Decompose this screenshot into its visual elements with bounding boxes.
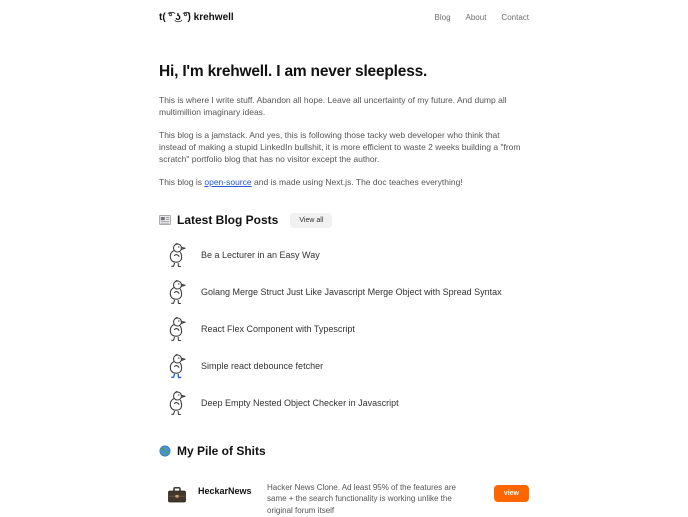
- open-source-link[interactable]: open-source: [204, 176, 252, 187]
- intro-paragraph-1: This is where I write stuff. Abandon all hope. Leave all uncertainty of my future. And dump all multimillion imaginary ideas.: [159, 95, 507, 118]
- briefcase-icon: [167, 484, 187, 504]
- paragraph-3-suffix: and is made using Next.js. The doc teaches everything!: [251, 176, 463, 187]
- intro-paragraph-3: [159, 176, 529, 188]
- duck-doodle-icon: [167, 242, 187, 268]
- blog-post-item[interactable]: [167, 353, 529, 379]
- nav-link-blog[interactable]: Blog: [434, 13, 451, 22]
- newspaper-icon: [159, 214, 171, 226]
- duck-doodle-icon: [167, 279, 187, 305]
- top-nav: [435, 13, 530, 22]
- paragraph-3-prefix: This blog is: [159, 176, 205, 187]
- blog-post-item[interactable]: [167, 316, 529, 342]
- blog-post-item[interactable]: [167, 279, 529, 305]
- project-name: HeckarNews: [198, 485, 252, 496]
- duck-doodle-icon: [167, 390, 187, 416]
- projects-section-head: [159, 444, 529, 458]
- nav-link-about[interactable]: About: [465, 13, 487, 22]
- globe-icon: [159, 445, 171, 457]
- duck-doodle-icon: [167, 316, 187, 342]
- projects-section-title: [159, 444, 266, 458]
- site-header: [159, 0, 529, 23]
- blog-section-title-text: Latest Blog Posts: [177, 213, 279, 228]
- blog-post-title: Simple react debounce fetcher: [201, 360, 324, 371]
- blog-post-title: Golang Merge Struct Just Like Javascript Merge Object with Spread Syntax: [201, 286, 502, 297]
- nav-link-contact[interactable]: Contact: [501, 13, 529, 22]
- project-description: Hacker News Clone. Ad least 95% of the features are same + the search functionality is working unlike the original forum itself: [267, 482, 456, 516]
- blog-section-title: [159, 213, 278, 227]
- main-content: [159, 63, 529, 517]
- view-all-button[interactable]: View all: [290, 213, 332, 228]
- projects-section-title-text: My Pile of Shits: [177, 443, 266, 458]
- page-title: Hi, I'm krehwell. I am never sleepless.: [159, 63, 428, 80]
- site-logo[interactable]: t( ͡° ͜ʖ ͡°) krehwell: [159, 12, 234, 23]
- intro-paragraph-2: This blog is a jamstack. And yes, this is following those tacky web developer who think that instead of making a stupid LinkedIn bullshit, it is more efficient to waste 2 weeks building a "from scratch" portfolio blog that has no visitor except the author.: [159, 129, 521, 165]
- blog-post-title: React Flex Component with Typescript: [201, 323, 355, 334]
- blog-post-item[interactable]: [167, 390, 529, 416]
- blog-post-item[interactable]: [167, 242, 529, 268]
- blog-section-head: [159, 213, 529, 228]
- blog-post-title: Deep Empty Nested Object Checker in Javascript: [201, 397, 399, 408]
- project-row: [159, 482, 529, 517]
- blog-post-title: Be a Lecturer in an Easy Way: [201, 249, 320, 260]
- blog-post-list: [159, 242, 529, 416]
- project-view-button[interactable]: view: [494, 485, 529, 502]
- duck-doodle-icon: [167, 353, 187, 379]
